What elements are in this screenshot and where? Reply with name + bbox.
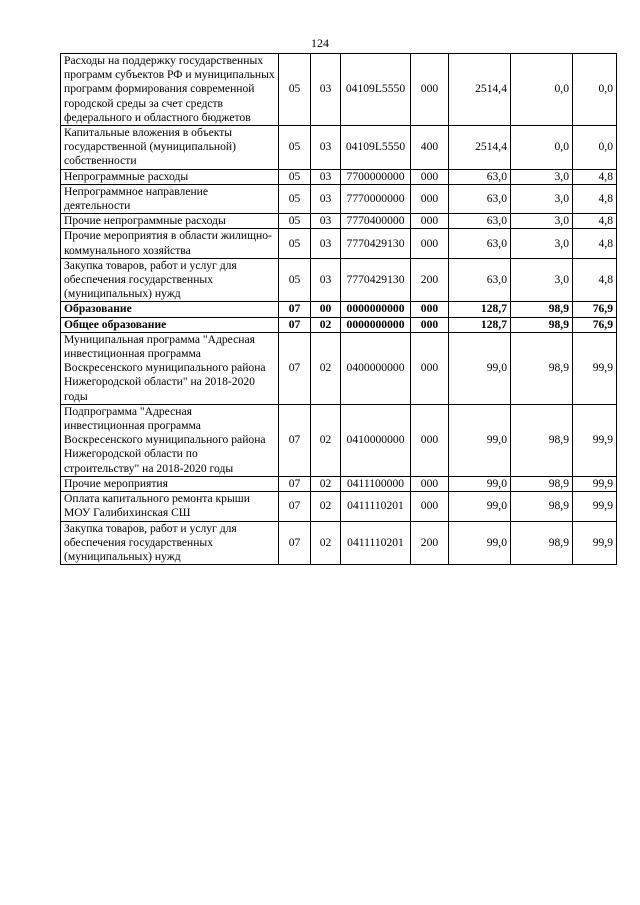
row-value-1: 63,0 xyxy=(449,229,511,258)
row-expense-type: 000 xyxy=(411,169,449,184)
row-section: 05 xyxy=(279,54,311,126)
row-expense-type: 000 xyxy=(411,332,449,404)
row-value-2: 98,9 xyxy=(511,476,573,491)
budget-table xyxy=(60,53,617,565)
row-section: 07 xyxy=(279,302,311,317)
row-name: Оплата капитального ремонта крыши МОУ Галибихинская СШ xyxy=(61,492,279,521)
row-value-3: 4,8 xyxy=(573,258,617,302)
row-value-1: 99,0 xyxy=(449,521,511,565)
table-row xyxy=(61,302,617,317)
row-value-2: 98,9 xyxy=(511,332,573,404)
row-expense-type: 000 xyxy=(411,54,449,126)
row-name: Непрограммные расходы xyxy=(61,169,279,184)
row-value-3: 4,8 xyxy=(573,214,617,229)
row-value-1: 63,0 xyxy=(449,214,511,229)
row-target-article: 7700000000 xyxy=(341,169,411,184)
row-expense-type: 000 xyxy=(411,492,449,521)
row-value-3: 76,9 xyxy=(573,317,617,332)
row-name: Закупка товаров, работ и услуг для обеспечения государственных (муниципальных) нужд xyxy=(61,258,279,302)
row-value-3: 0,0 xyxy=(573,54,617,126)
row-value-1: 128,7 xyxy=(449,317,511,332)
row-subsection: 03 xyxy=(311,169,341,184)
row-section: 05 xyxy=(279,258,311,302)
row-value-3: 99,9 xyxy=(573,332,617,404)
row-value-3: 0,0 xyxy=(573,126,617,170)
row-target-article: 7770429130 xyxy=(341,229,411,258)
table-row xyxy=(61,169,617,184)
row-subsection: 03 xyxy=(311,214,341,229)
table-row xyxy=(61,258,617,302)
row-value-2: 98,9 xyxy=(511,492,573,521)
page-number: 124 xyxy=(311,36,329,50)
row-value-2: 98,9 xyxy=(511,404,573,476)
table-row xyxy=(61,404,617,476)
row-name: Прочие непрограммные расходы xyxy=(61,214,279,229)
row-subsection: 03 xyxy=(311,229,341,258)
row-name: Непрограммное направление деятельности xyxy=(61,184,279,213)
row-value-2: 3,0 xyxy=(511,184,573,213)
row-section: 07 xyxy=(279,476,311,491)
table-row xyxy=(61,214,617,229)
row-subsection: 03 xyxy=(311,126,341,170)
row-value-2: 3,0 xyxy=(511,258,573,302)
row-target-article: 0000000000 xyxy=(341,317,411,332)
table-row xyxy=(61,229,617,258)
row-expense-type: 400 xyxy=(411,126,449,170)
row-value-2: 3,0 xyxy=(511,229,573,258)
row-subsection: 03 xyxy=(311,258,341,302)
row-value-1: 2514,4 xyxy=(449,54,511,126)
row-target-article: 7770400000 xyxy=(341,214,411,229)
row-subsection: 00 xyxy=(311,302,341,317)
row-value-1: 99,0 xyxy=(449,404,511,476)
row-subsection: 02 xyxy=(311,404,341,476)
row-value-2: 0,0 xyxy=(511,54,573,126)
row-target-article: 0411100000 xyxy=(341,476,411,491)
table-row xyxy=(61,126,617,170)
row-section: 05 xyxy=(279,126,311,170)
table-row xyxy=(61,521,617,565)
row-subsection: 02 xyxy=(311,521,341,565)
row-value-2: 98,9 xyxy=(511,317,573,332)
row-target-article: 0411110201 xyxy=(341,492,411,521)
row-value-3: 99,9 xyxy=(573,492,617,521)
row-value-2: 3,0 xyxy=(511,169,573,184)
row-value-3: 76,9 xyxy=(573,302,617,317)
row-name: Расходы на поддержку государственных программ субъектов РФ и муниципальных программ формирования современной городской среды за счет средств федерального и областного бюджетов xyxy=(61,54,279,126)
table-row xyxy=(61,332,617,404)
row-value-2: 0,0 xyxy=(511,126,573,170)
row-value-1: 63,0 xyxy=(449,184,511,213)
row-name: Прочие мероприятия в области жилищно-коммунального хозяйства xyxy=(61,229,279,258)
row-value-3: 99,9 xyxy=(573,476,617,491)
row-section: 07 xyxy=(279,332,311,404)
row-expense-type: 000 xyxy=(411,229,449,258)
row-section: 05 xyxy=(279,214,311,229)
row-subsection: 02 xyxy=(311,317,341,332)
row-target-article: 0000000000 xyxy=(341,302,411,317)
row-target-article: 0410000000 xyxy=(341,404,411,476)
table-row xyxy=(61,184,617,213)
row-name: Общее образование xyxy=(61,317,279,332)
row-name: Муниципальная программа "Адресная инвестиционная программа Воскресенского муниципального района Нижегородской области" на 2018-2020 годы xyxy=(61,332,279,404)
row-section: 07 xyxy=(279,521,311,565)
row-section: 05 xyxy=(279,229,311,258)
row-expense-type: 000 xyxy=(411,476,449,491)
row-target-article: 0411110201 xyxy=(341,521,411,565)
row-subsection: 02 xyxy=(311,476,341,491)
row-target-article: 04109L5550 xyxy=(341,54,411,126)
row-section: 05 xyxy=(279,169,311,184)
row-value-2: 3,0 xyxy=(511,214,573,229)
row-name: Закупка товаров, работ и услуг для обеспечения государственных (муниципальных) нужд xyxy=(61,521,279,565)
row-target-article: 0400000000 xyxy=(341,332,411,404)
row-value-3: 4,8 xyxy=(573,229,617,258)
row-name: Образование xyxy=(61,302,279,317)
row-subsection: 03 xyxy=(311,184,341,213)
table-row xyxy=(61,492,617,521)
row-value-1: 2514,4 xyxy=(449,126,511,170)
row-name: Прочие мероприятия xyxy=(61,476,279,491)
row-expense-type: 200 xyxy=(411,521,449,565)
row-value-1: 128,7 xyxy=(449,302,511,317)
row-section: 07 xyxy=(279,404,311,476)
row-expense-type: 000 xyxy=(411,214,449,229)
row-name: Капитальные вложения в объекты государственной (муниципальной) собственности xyxy=(61,126,279,170)
row-subsection: 02 xyxy=(311,492,341,521)
row-section: 07 xyxy=(279,317,311,332)
table-row xyxy=(61,54,617,126)
row-expense-type: 000 xyxy=(411,317,449,332)
row-value-2: 98,9 xyxy=(511,302,573,317)
row-value-1: 99,0 xyxy=(449,492,511,521)
row-value-3: 99,9 xyxy=(573,521,617,565)
table-row xyxy=(61,476,617,491)
row-value-1: 99,0 xyxy=(449,332,511,404)
row-expense-type: 200 xyxy=(411,258,449,302)
row-expense-type: 000 xyxy=(411,302,449,317)
row-section: 07 xyxy=(279,492,311,521)
row-subsection: 03 xyxy=(311,54,341,126)
row-value-3: 4,8 xyxy=(573,169,617,184)
row-section: 05 xyxy=(279,184,311,213)
row-name: Подпрограмма "Адресная инвестиционная программа Воскресенского муниципального района Нижегородской области по строительству" на 2018-2020 годы xyxy=(61,404,279,476)
table-row xyxy=(61,317,617,332)
row-value-1: 63,0 xyxy=(449,258,511,302)
row-target-article: 04109L5550 xyxy=(341,126,411,170)
row-expense-type: 000 xyxy=(411,184,449,213)
row-value-1: 99,0 xyxy=(449,476,511,491)
row-target-article: 7770000000 xyxy=(341,184,411,213)
row-value-3: 4,8 xyxy=(573,184,617,213)
row-subsection: 02 xyxy=(311,332,341,404)
row-value-3: 99,9 xyxy=(573,404,617,476)
row-value-2: 98,9 xyxy=(511,521,573,565)
row-value-1: 63,0 xyxy=(449,169,511,184)
row-expense-type: 000 xyxy=(411,404,449,476)
row-target-article: 7770429130 xyxy=(341,258,411,302)
